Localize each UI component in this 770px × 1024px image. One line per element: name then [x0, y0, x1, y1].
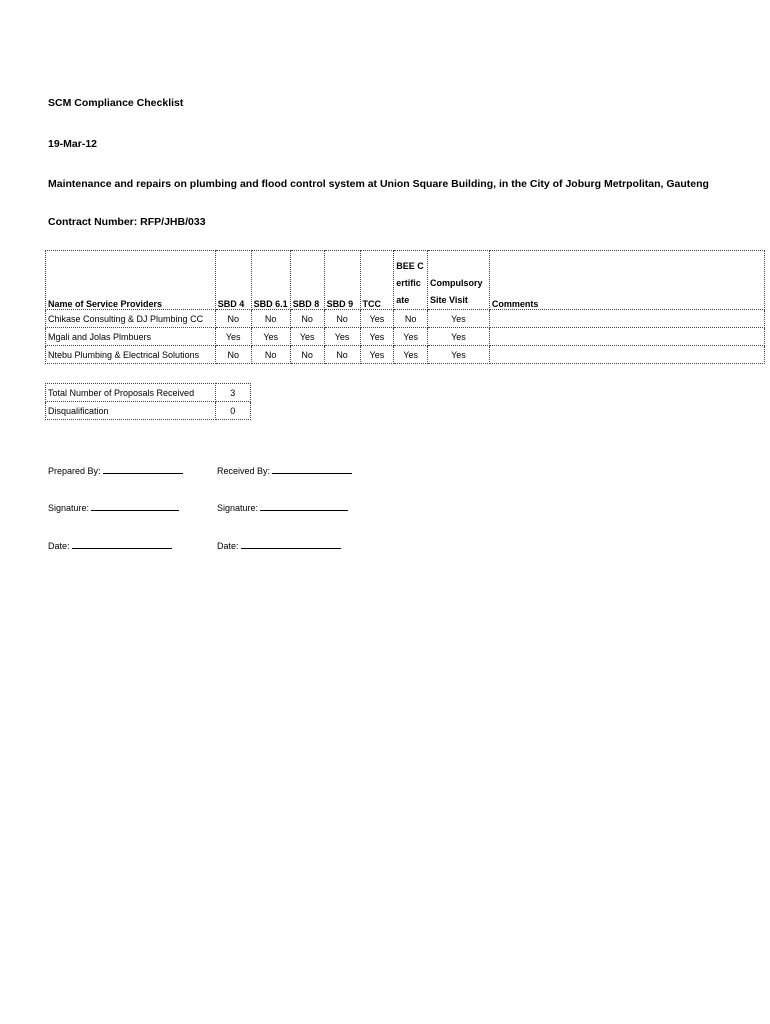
header-sbd9: SBD 9 — [324, 251, 360, 310]
document-date: 19-Mar-12 — [48, 138, 98, 150]
summary-row — [46, 402, 251, 420]
cell-sbd4: Yes — [215, 328, 251, 346]
provider-name: Mgali and Jolas Plmbuers — [46, 328, 216, 346]
signature-label-left: Signature: — [48, 503, 90, 513]
prepared-by-line — [103, 464, 183, 474]
cell-comments — [489, 328, 764, 346]
signature-field-left[interactable] — [48, 501, 179, 513]
table-row — [46, 310, 765, 328]
signature-line-left — [91, 501, 179, 511]
cell-bee: Yes — [394, 328, 428, 346]
cell-tcc: Yes — [360, 328, 394, 346]
date-line-left — [72, 539, 172, 549]
cell-sbd9: Yes — [324, 328, 360, 346]
cell-sbd61: No — [251, 346, 290, 364]
provider-name: Ntebu Plumbing & Electrical Solutions — [46, 346, 216, 364]
signature-line-right — [260, 501, 348, 511]
cell-site-visit: Yes — [427, 310, 489, 328]
cell-sbd8: Yes — [290, 328, 324, 346]
received-by-field[interactable] — [217, 464, 352, 476]
received-by-label: Received By: — [217, 466, 271, 476]
table-row — [46, 346, 765, 364]
cell-sbd4: No — [215, 346, 251, 364]
header-tcc: TCC — [360, 251, 394, 310]
received-by-line — [272, 464, 352, 474]
total-proposals-label: Total Number of Proposals Received — [46, 384, 216, 402]
table-row — [46, 328, 765, 346]
header-bee: BEE Certificate — [394, 251, 428, 310]
table-header-row — [46, 251, 765, 310]
cell-site-visit: Yes — [427, 328, 489, 346]
cell-tcc: Yes — [360, 310, 394, 328]
prepared-by-label: Prepared By: — [48, 466, 101, 476]
summary-table — [45, 383, 251, 420]
cell-site-visit: Yes — [427, 346, 489, 364]
cell-sbd9: No — [324, 346, 360, 364]
cell-comments — [489, 346, 764, 364]
contract-number: Contract Number: RFP/JHB/033 — [48, 216, 206, 228]
date-line-right — [241, 539, 341, 549]
header-sbd4: SBD 4 — [215, 251, 251, 310]
date-field-left[interactable] — [48, 539, 172, 551]
cell-sbd9: No — [324, 310, 360, 328]
cell-sbd8: No — [290, 346, 324, 364]
cell-sbd61: No — [251, 310, 290, 328]
document-title: SCM Compliance Checklist — [48, 97, 184, 109]
cell-comments — [489, 310, 764, 328]
signature-field-right[interactable] — [217, 501, 348, 513]
summary-row — [46, 384, 251, 402]
date-label-right: Date: — [217, 541, 239, 551]
cell-bee: No — [394, 310, 428, 328]
provider-name: Chikase Consulting & DJ Plumbing CC — [46, 310, 216, 328]
disqualification-value: 0 — [215, 402, 250, 420]
disqualification-label: Disqualification — [46, 402, 216, 420]
cell-sbd8: No — [290, 310, 324, 328]
header-name: Name of Service Providers — [46, 251, 216, 310]
document-description: Maintenance and repairs on plumbing and flood control system at Union Square Building, in the City of Joburg Metrpolitan, Gauteng — [48, 178, 709, 190]
header-sbd8: SBD 8 — [290, 251, 324, 310]
cell-sbd61: Yes — [251, 328, 290, 346]
date-field-right[interactable] — [217, 539, 341, 551]
date-label-left: Date: — [48, 541, 70, 551]
signature-label-right: Signature: — [217, 503, 259, 513]
cell-tcc: Yes — [360, 346, 394, 364]
cell-bee: Yes — [394, 346, 428, 364]
prepared-by-field[interactable] — [48, 464, 183, 476]
header-sbd61: SBD 6.1 — [251, 251, 290, 310]
total-proposals-value: 3 — [215, 384, 250, 402]
cell-sbd4: No — [215, 310, 251, 328]
compliance-table — [45, 250, 765, 364]
header-site-visit: Compulsory Site Visit — [427, 251, 489, 310]
header-comments: Comments — [489, 251, 764, 310]
